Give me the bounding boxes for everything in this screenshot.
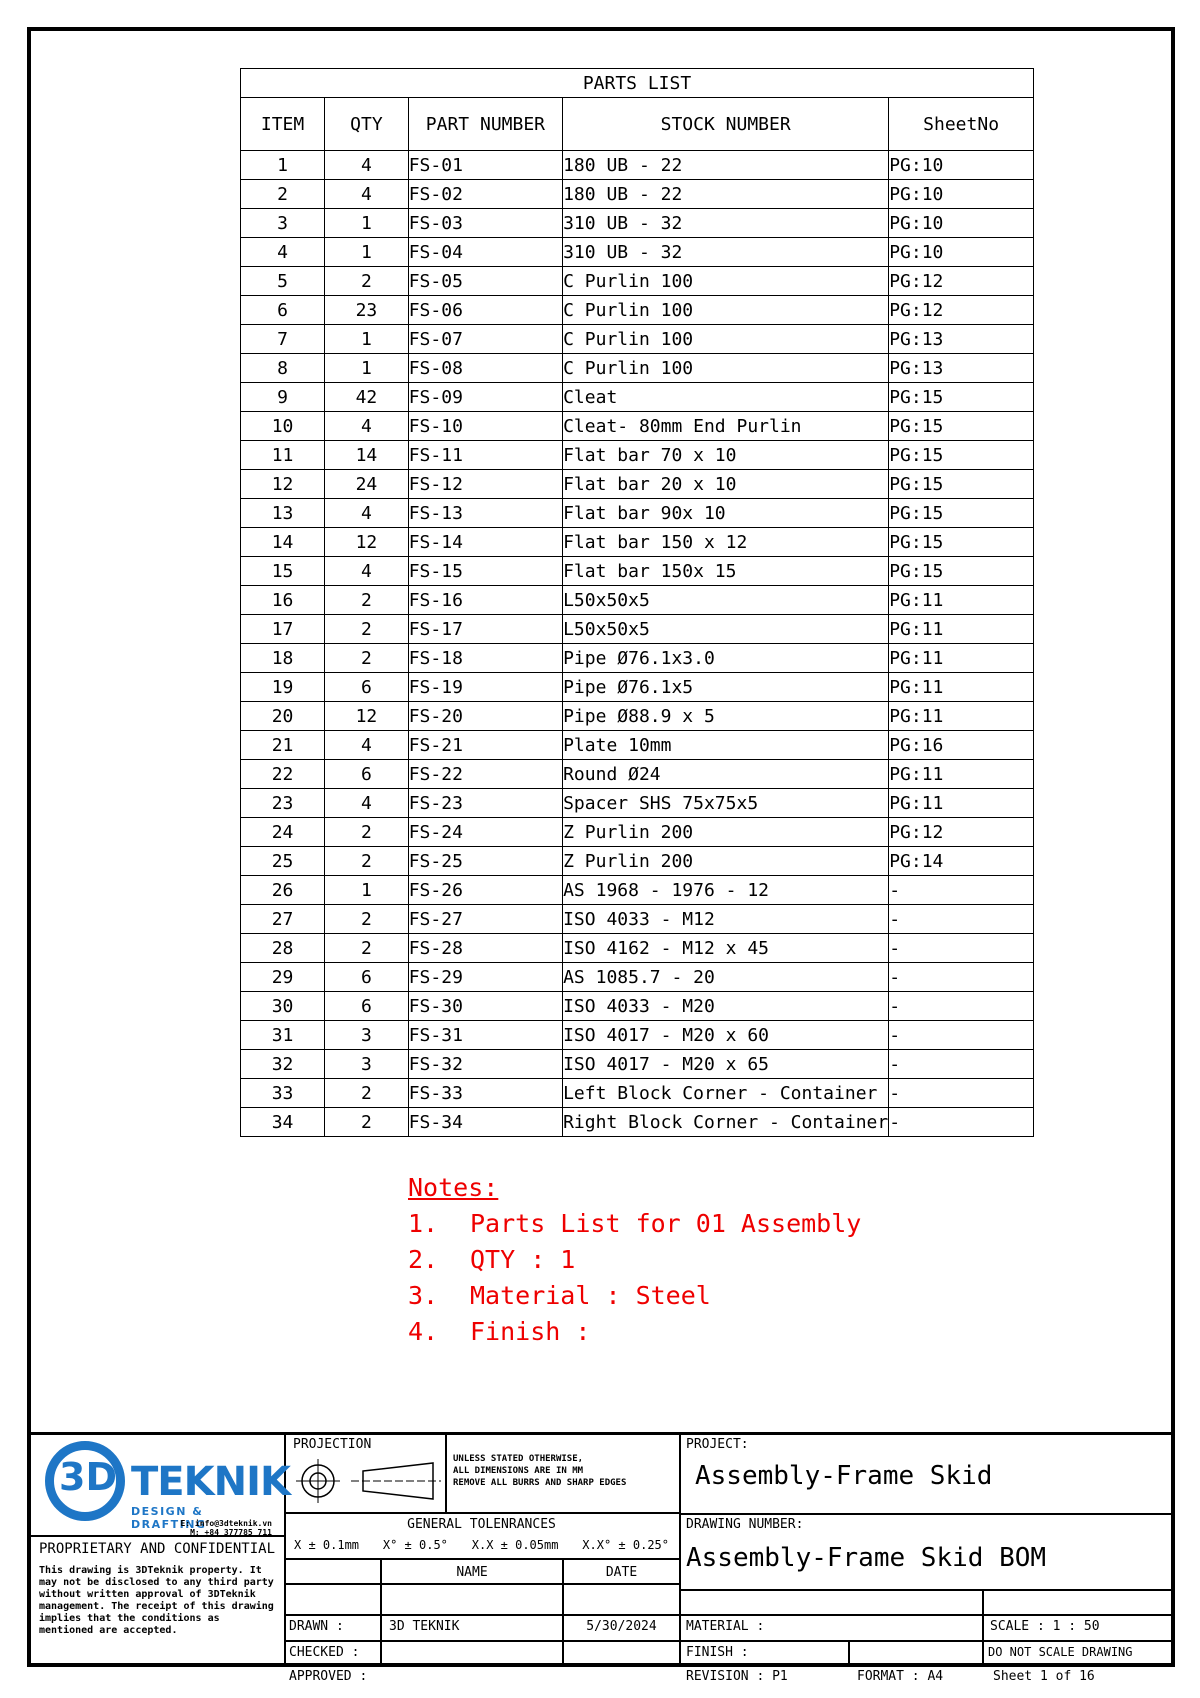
part-number-cell: FS-06: [408, 296, 562, 325]
table-row: [241, 354, 1034, 383]
date-header: DATE: [605, 1565, 638, 1580]
part-number-cell: FS-11: [408, 441, 562, 470]
parts-list-body: [241, 151, 1034, 1137]
qty-cell: 1: [325, 876, 409, 905]
sheet-no-cell: PG:13: [889, 325, 1034, 354]
stock-number-cell: 310 UB - 32: [563, 238, 889, 267]
table-row: [241, 1079, 1034, 1108]
revision-label: REVISION : P1: [686, 1669, 788, 1684]
sheet-no-cell: PG:14: [889, 847, 1034, 876]
qty-cell: 12: [325, 528, 409, 557]
item-cell: 13: [241, 499, 325, 528]
stock-number-cell: ISO 4162 - M12 x 45: [563, 934, 889, 963]
table-row: [241, 789, 1034, 818]
item-cell: 15: [241, 557, 325, 586]
item-cell: 3: [241, 209, 325, 238]
qty-cell: 2: [325, 1079, 409, 1108]
item-cell: 5: [241, 267, 325, 296]
item-cell: 4: [241, 238, 325, 267]
table-row: [241, 238, 1034, 267]
stock-number-cell: L50x50x5: [563, 615, 889, 644]
note-item: [408, 1314, 861, 1350]
qty-cell: 4: [325, 557, 409, 586]
stock-number-cell: Plate 10mm: [563, 731, 889, 760]
sheet-no-cell: PG:10: [889, 209, 1034, 238]
note-number: 3.: [408, 1281, 439, 1310]
format-label: FORMAT : A4: [857, 1669, 944, 1684]
part-number-cell: FS-19: [408, 673, 562, 702]
table-row: [241, 499, 1034, 528]
table-row: [241, 528, 1034, 557]
item-cell: 11: [241, 441, 325, 470]
item-cell: 1: [241, 151, 325, 180]
table-row: [241, 296, 1034, 325]
part-number-cell: FS-15: [408, 557, 562, 586]
qty-cell: 24: [325, 470, 409, 499]
part-number-cell: FS-30: [408, 992, 562, 1021]
item-cell: 16: [241, 586, 325, 615]
sheet-no-cell: PG:10: [889, 180, 1034, 209]
qty-cell: 6: [325, 963, 409, 992]
column-header-item: ITEM: [241, 98, 325, 151]
item-cell: 9: [241, 383, 325, 412]
projection-symbol-icon: [293, 1455, 443, 1505]
stock-number-cell: Flat bar 20 x 10: [563, 470, 889, 499]
stock-number-cell: AS 1085.7 - 20: [563, 963, 889, 992]
qty-cell: 4: [325, 499, 409, 528]
note-number: 2.: [408, 1245, 439, 1274]
qty-cell: 6: [325, 760, 409, 789]
table-row: [241, 1021, 1034, 1050]
table-row: [241, 615, 1034, 644]
item-cell: 10: [241, 412, 325, 441]
drawing-number-label: DRAWING NUMBER:: [686, 1517, 804, 1532]
sheet-no-cell: PG:11: [889, 673, 1034, 702]
sheet-no-cell: PG:15: [889, 499, 1034, 528]
qty-cell: 2: [325, 818, 409, 847]
part-number-cell: FS-29: [408, 963, 562, 992]
sheet-no-cell: PG:15: [889, 470, 1034, 499]
stock-number-cell: 310 UB - 32: [563, 209, 889, 238]
item-cell: 19: [241, 673, 325, 702]
item-cell: 24: [241, 818, 325, 847]
approved-label: APPROVED :: [289, 1669, 368, 1684]
sheet-no-cell: -: [889, 876, 1034, 905]
qty-cell: 4: [325, 180, 409, 209]
table-row: [241, 586, 1034, 615]
stock-number-cell: Cleat: [563, 383, 889, 412]
table-row: [241, 702, 1034, 731]
table-row: [241, 818, 1034, 847]
sheet-no-cell: PG:11: [889, 644, 1034, 673]
item-cell: 32: [241, 1050, 325, 1079]
sheet-no-cell: -: [889, 1079, 1034, 1108]
sheet-no-cell: PG:12: [889, 296, 1034, 325]
qty-cell: 42: [325, 383, 409, 412]
company-logo: [31, 1435, 290, 1537]
column-header-part-number: PART NUMBER: [408, 98, 562, 151]
stock-number-cell: Pipe Ø76.1x5: [563, 673, 889, 702]
projection-label: PROJECTION: [293, 1437, 372, 1452]
item-cell: 31: [241, 1021, 325, 1050]
stock-number-cell: ISO 4033 - M12: [563, 905, 889, 934]
qty-cell: 6: [325, 673, 409, 702]
part-number-cell: FS-02: [408, 180, 562, 209]
item-cell: 23: [241, 789, 325, 818]
part-number-cell: FS-08: [408, 354, 562, 383]
note-item: [408, 1206, 861, 1242]
table-row: [241, 151, 1034, 180]
part-number-cell: FS-28: [408, 934, 562, 963]
qty-cell: 6: [325, 992, 409, 1021]
part-number-cell: FS-20: [408, 702, 562, 731]
part-number-cell: FS-17: [408, 615, 562, 644]
table-row: [241, 1050, 1034, 1079]
sheet-no-cell: PG:13: [889, 354, 1034, 383]
part-number-cell: FS-32: [408, 1050, 562, 1079]
sheet-no-cell: PG:12: [889, 818, 1034, 847]
note-number: 1.: [408, 1209, 439, 1238]
item-cell: 25: [241, 847, 325, 876]
drawing-number-value: Assembly-Frame Skid BOM: [686, 1543, 1047, 1573]
stock-number-cell: 180 UB - 22: [563, 151, 889, 180]
table-row: [241, 1108, 1034, 1137]
part-number-cell: FS-13: [408, 499, 562, 528]
note-text: Material : Steel: [470, 1281, 711, 1310]
contact-phone: M: +84 377785 711: [190, 1528, 272, 1537]
table-row: [241, 325, 1034, 354]
part-number-cell: FS-27: [408, 905, 562, 934]
sheet-no-cell: -: [889, 1021, 1034, 1050]
parts-list-title: PARTS LIST: [241, 69, 1034, 98]
item-cell: 30: [241, 992, 325, 1021]
item-cell: 21: [241, 731, 325, 760]
stock-number-cell: L50x50x5: [563, 586, 889, 615]
qty-cell: 2: [325, 586, 409, 615]
sheet-label: Sheet 1 of 16: [993, 1669, 1095, 1684]
sheet-no-cell: PG:11: [889, 702, 1034, 731]
material-label: MATERIAL :: [686, 1619, 765, 1634]
qty-cell: 14: [325, 441, 409, 470]
note-item: [408, 1278, 861, 1314]
qty-cell: 1: [325, 354, 409, 383]
table-row: [241, 847, 1034, 876]
table-row: [241, 934, 1034, 963]
table-row: [241, 673, 1034, 702]
table-row: [241, 963, 1034, 992]
part-number-cell: FS-04: [408, 238, 562, 267]
sheet-no-cell: PG:11: [889, 760, 1034, 789]
stock-number-cell: C Purlin 100: [563, 267, 889, 296]
drawn-label: DRAWN :: [289, 1619, 344, 1634]
part-number-cell: FS-12: [408, 470, 562, 499]
item-cell: 33: [241, 1079, 325, 1108]
do-not-scale-label: DO NOT SCALE DRAWING: [988, 1645, 1133, 1659]
item-cell: 8: [241, 354, 325, 383]
item-cell: 22: [241, 760, 325, 789]
notes-block: [408, 1170, 861, 1350]
qty-cell: 4: [325, 412, 409, 441]
qty-cell: 1: [325, 325, 409, 354]
part-number-cell: FS-10: [408, 412, 562, 441]
drawn-name: 3D TEKNIK: [389, 1619, 460, 1634]
stock-number-cell: C Purlin 100: [563, 354, 889, 383]
sheet-no-cell: PG:15: [889, 441, 1034, 470]
tolerances-values: X ± 0.1mm X° ± 0.5° X.X ± 0.05mm X.X° ± 0.25°: [294, 1538, 669, 1552]
qty-cell: 2: [325, 615, 409, 644]
qty-cell: 2: [325, 934, 409, 963]
note-item: [408, 1242, 861, 1278]
stock-number-cell: Flat bar 70 x 10: [563, 441, 889, 470]
item-cell: 6: [241, 296, 325, 325]
qty-cell: 23: [325, 296, 409, 325]
part-number-cell: FS-23: [408, 789, 562, 818]
logo-mark: 3D: [59, 1455, 117, 1499]
title-block: [31, 1432, 1171, 1684]
table-row: [241, 470, 1034, 499]
sheet-no-cell: -: [889, 1050, 1034, 1079]
table-row: [241, 557, 1034, 586]
qty-cell: 2: [325, 905, 409, 934]
item-cell: 28: [241, 934, 325, 963]
qty-cell: 2: [325, 644, 409, 673]
sheet-no-cell: -: [889, 963, 1034, 992]
proprietary-title: PROPRIETARY AND CONFIDENTIAL: [39, 1541, 276, 1557]
sheet-no-cell: PG:10: [889, 151, 1034, 180]
sheet-no-cell: PG:15: [889, 528, 1034, 557]
stock-number-cell: Spacer SHS 75x75x5: [563, 789, 889, 818]
item-cell: 17: [241, 615, 325, 644]
note-text: Parts List for 01 Assembly: [470, 1209, 862, 1238]
project-label: PROJECT:: [686, 1437, 749, 1452]
unless-stated-text: UNLESS STATED OTHERWISE, ALL DIMENSIONS ARE IN MM REMOVE ALL BURRS AND SHARP EDGES: [453, 1454, 627, 1488]
item-cell: 2: [241, 180, 325, 209]
qty-cell: 4: [325, 151, 409, 180]
part-number-cell: FS-34: [408, 1108, 562, 1137]
table-row: [241, 876, 1034, 905]
scale-label: SCALE : 1 : 50: [990, 1619, 1100, 1634]
stock-number-cell: ISO 4017 - M20 x 60: [563, 1021, 889, 1050]
qty-cell: 2: [325, 847, 409, 876]
stock-number-cell: AS 1968 - 1976 - 12: [563, 876, 889, 905]
tolerances-label: GENERAL TOLENRANCES: [407, 1517, 556, 1532]
item-cell: 20: [241, 702, 325, 731]
part-number-cell: FS-03: [408, 209, 562, 238]
qty-cell: 4: [325, 789, 409, 818]
stock-number-cell: ISO 4017 - M20 x 65: [563, 1050, 889, 1079]
item-cell: 34: [241, 1108, 325, 1137]
sheet-no-cell: PG:10: [889, 238, 1034, 267]
table-row: [241, 905, 1034, 934]
name-header: NAME: [456, 1565, 488, 1580]
stock-number-cell: Round Ø24: [563, 760, 889, 789]
qty-cell: 12: [325, 702, 409, 731]
sheet-no-cell: -: [889, 1108, 1034, 1137]
note-text: Finish :: [470, 1317, 591, 1346]
sheet-no-cell: -: [889, 992, 1034, 1021]
part-number-cell: FS-33: [408, 1079, 562, 1108]
item-cell: 14: [241, 528, 325, 557]
table-row: [241, 644, 1034, 673]
item-cell: 7: [241, 325, 325, 354]
part-number-cell: FS-24: [408, 818, 562, 847]
part-number-cell: FS-14: [408, 528, 562, 557]
stock-number-cell: Right Block Corner - Container: [563, 1108, 889, 1137]
part-number-cell: FS-21: [408, 731, 562, 760]
part-number-cell: FS-26: [408, 876, 562, 905]
stock-number-cell: C Purlin 100: [563, 325, 889, 354]
stock-number-cell: Z Purlin 200: [563, 818, 889, 847]
table-row: [241, 760, 1034, 789]
part-number-cell: FS-05: [408, 267, 562, 296]
table-row: [241, 731, 1034, 760]
item-cell: 26: [241, 876, 325, 905]
item-cell: 12: [241, 470, 325, 499]
table-row: [241, 441, 1034, 470]
stock-number-cell: C Purlin 100: [563, 296, 889, 325]
sheet-no-cell: PG:16: [889, 731, 1034, 760]
qty-cell: 3: [325, 1021, 409, 1050]
sheet-no-cell: PG:15: [889, 557, 1034, 586]
column-header-stock-number: STOCK NUMBER: [563, 98, 889, 151]
part-number-cell: FS-25: [408, 847, 562, 876]
qty-cell: 4: [325, 731, 409, 760]
sheet-no-cell: PG:15: [889, 383, 1034, 412]
sheet-no-cell: PG:11: [889, 615, 1034, 644]
stock-number-cell: 180 UB - 22: [563, 180, 889, 209]
contact-email: E: info@3dteknik.vn: [180, 1519, 272, 1528]
logo-wordmark: TEKNIK: [131, 1459, 290, 1505]
stock-number-cell: Flat bar 150 x 12: [563, 528, 889, 557]
part-number-cell: FS-09: [408, 383, 562, 412]
part-number-cell: FS-22: [408, 760, 562, 789]
table-row: [241, 209, 1034, 238]
table-row: [241, 383, 1034, 412]
table-row: [241, 992, 1034, 1021]
stock-number-cell: Flat bar 90x 10: [563, 499, 889, 528]
sheet-no-cell: PG:11: [889, 789, 1034, 818]
sheet-no-cell: PG:15: [889, 412, 1034, 441]
item-cell: 29: [241, 963, 325, 992]
qty-cell: 1: [325, 238, 409, 267]
stock-number-cell: Pipe Ø76.1x3.0: [563, 644, 889, 673]
qty-cell: 2: [325, 267, 409, 296]
qty-cell: 1: [325, 209, 409, 238]
parts-list-table: [240, 68, 1034, 1137]
sheet-no-cell: -: [889, 905, 1034, 934]
column-header-qty: QTY: [325, 98, 409, 151]
stock-number-cell: Flat bar 150x 15: [563, 557, 889, 586]
checked-label: CHECKED :: [289, 1645, 360, 1660]
note-text: QTY : 1: [470, 1245, 576, 1274]
proprietary-text: This drawing is 3DTeknik property. It may not be disclosed to any third party without written approval of 3DTeknik management. The receipt of this drawing implies that the conditions as mentioned are accepted.: [39, 1565, 274, 1636]
part-number-cell: FS-18: [408, 644, 562, 673]
part-number-cell: FS-16: [408, 586, 562, 615]
stock-number-cell: ISO 4033 - M20: [563, 992, 889, 1021]
notes-title: Notes:: [408, 1173, 499, 1202]
table-row: [241, 180, 1034, 209]
qty-cell: 2: [325, 1108, 409, 1137]
part-number-cell: FS-01: [408, 151, 562, 180]
stock-number-cell: Z Purlin 200: [563, 847, 889, 876]
stock-number-cell: Pipe Ø88.9 x 5: [563, 702, 889, 731]
column-header-sheet-no: SheetNo: [889, 98, 1034, 151]
project-value: Assembly-Frame Skid: [695, 1461, 993, 1491]
part-number-cell: FS-31: [408, 1021, 562, 1050]
drawn-date: 5/30/2024: [586, 1619, 657, 1634]
sheet-no-cell: -: [889, 934, 1034, 963]
stock-number-cell: Left Block Corner - Container: [563, 1079, 889, 1108]
table-row: [241, 267, 1034, 296]
part-number-cell: FS-07: [408, 325, 562, 354]
item-cell: 18: [241, 644, 325, 673]
sheet-no-cell: PG:12: [889, 267, 1034, 296]
note-number: 4.: [408, 1317, 439, 1346]
logo-tagline: DESIGN & DRAFTING: [131, 1505, 207, 1531]
table-row: [241, 412, 1034, 441]
item-cell: 27: [241, 905, 325, 934]
finish-label: FINISH :: [686, 1645, 749, 1660]
qty-cell: 3: [325, 1050, 409, 1079]
sheet-no-cell: PG:11: [889, 586, 1034, 615]
stock-number-cell: Cleat- 80mm End Purlin: [563, 412, 889, 441]
